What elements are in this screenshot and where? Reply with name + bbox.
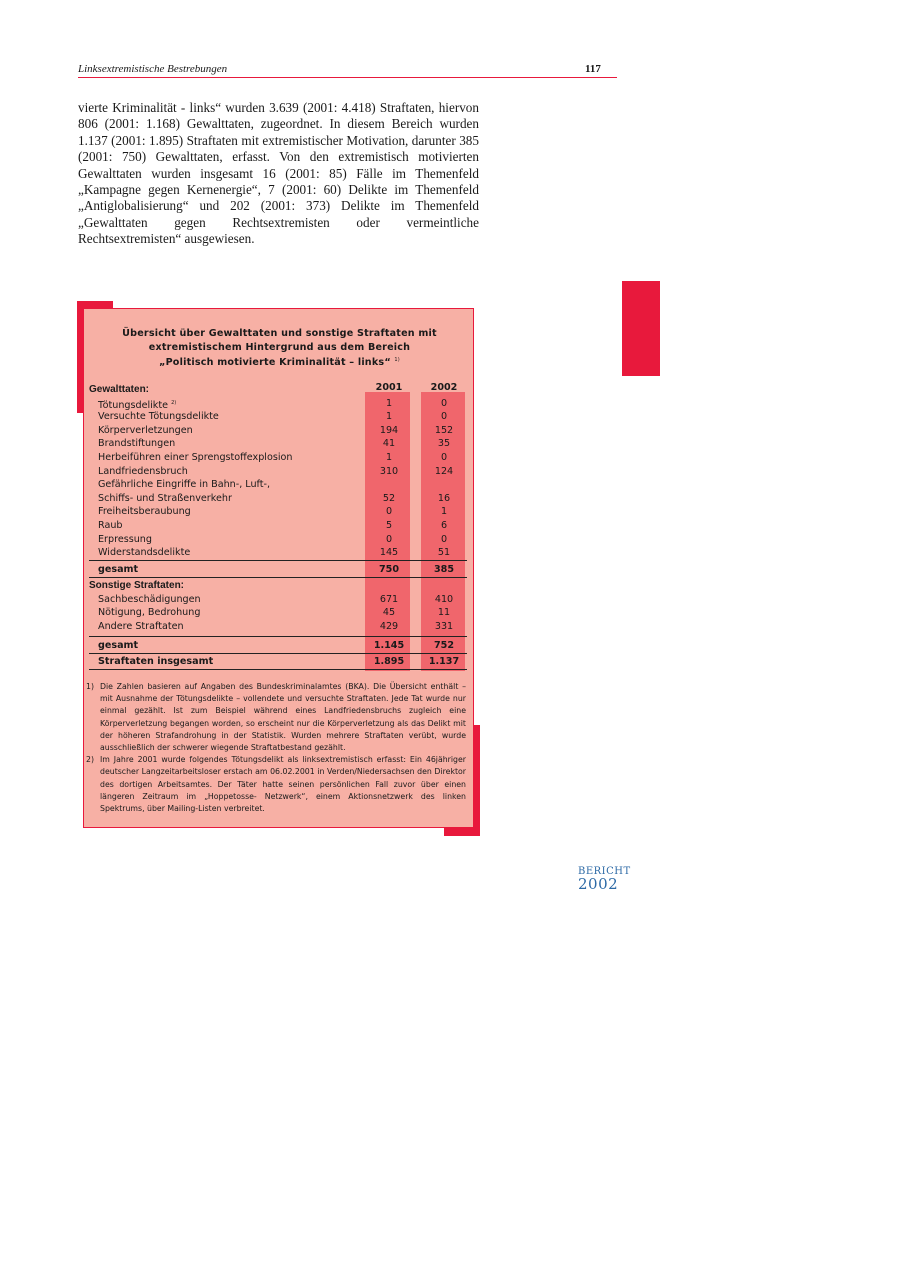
body-paragraph: vierte Kriminalität - links“ wurden 3.639 (2001: 4.418) Straftaten, hiervon 806 (2001: 1.168) Gewalttaten, zugeordnet. In diesem Bereich wurden 1.137 (2001: 1.895) Straftaten mit extremistischer Motivation, darunter 385 (2001: 750) Gewalttaten, erfasst. Von den extremistisch motivierten Gewalttaten wurden insgesamt 16 (2001: 85) Fälle im Themenfeld „Kampagne gegen Kernenergie“, 7 (2001: 60) Delikte im Themenfeld „Antiglobalisierung“ und 202 (2001: 373) Delikte im Themenfeld „Gewalttaten gegen Rechtsextremisten oder vermeintliche Rechtsextremisten“ ausgewiesen.: [78, 100, 479, 247]
table-row: Herbeiführen einer Sprengstoffexplosion 1 0: [98, 451, 448, 463]
table-row-other-total: gesamt 1.145 752: [98, 639, 455, 651]
table-row: Landfriedensbruch 310 124: [98, 465, 454, 477]
bericht-2002-logo: [578, 866, 631, 892]
table-row: Brandstiftungen 41 35: [98, 438, 451, 450]
table-title-line-2: extremistischem Hintergrund aus dem Bereich: [148, 341, 411, 353]
table-row: Schiffs- und Straßenverkehr 52 16: [98, 492, 451, 504]
table-row: Raub 5 6: [98, 519, 448, 531]
table-row: Andere Straftaten 429 331: [98, 620, 454, 632]
right-margin-red-bar: [622, 281, 660, 376]
table-row: Gefährliche Eingriffe in Bahn-, Luft-,: [98, 479, 271, 491]
table-row: Freiheitsberaubung 0 1: [98, 506, 448, 518]
table-row: Körperverletzungen 194 152: [98, 424, 454, 436]
table-row: Erpressung 0 0: [98, 533, 448, 545]
table-title-line-1: Übersicht über Gewalttaten und sonstige Straftaten mit: [122, 328, 437, 339]
table-title-footnote-marker: 1): [394, 357, 400, 363]
table-row: Sachbeschädigungen 671 410: [98, 593, 454, 605]
table-rule: [89, 636, 467, 637]
table-row: Versuchte Tötungsdelikte 1 0: [98, 411, 448, 423]
table-row-grand-total: Straftaten insgesamt 1.895 1.137: [98, 655, 460, 667]
table-footnotes: [86, 681, 466, 815]
logo-word: BERICHT: [578, 866, 631, 877]
page-number: 117: [585, 63, 601, 75]
table-row: Nötigung, Bedrohung 45 11: [98, 607, 451, 619]
header-rule: [78, 77, 617, 78]
footnote-marker: 2): [171, 399, 177, 406]
table-title-line-3: „Politisch motivierte Kriminalität – links“ $^{1)}$: [159, 357, 400, 369]
running-header-title: Linksextremistische Bestrebungen: [78, 63, 228, 75]
column-header-2002: 2002: [430, 382, 458, 393]
table-rule: [89, 560, 467, 561]
table-row: Tötungsdelikte $^{2)}$ 1 0: [98, 397, 448, 411]
column-header-2001: 2001: [375, 382, 403, 393]
logo-year: 2002: [578, 875, 619, 893]
table-row: Widerstandsdelikte 145 51: [98, 547, 451, 559]
section-heading-violent: Gewalttaten:: [89, 384, 150, 395]
footnote: 2) Im Jahre 2001 wurde folgendes Tötungsdelikt als linksextremistisch erfasst: Ein 46jähriger deutscher Langzeitarbeitsloser erstach am 06.02.2001 in Verden/Niedersachsen den Direktor des dortigen Arbeitsamtes. Der Täter hatte seinen persönlichen Fall zuvor über einen längeren Zeitraum im „Hoppetosse- Netzwerk“, einem Aktionsnetzwerk des linken Spektrums, über Mailing-Listen verbreitet.: [86, 755, 466, 814]
section-heading-other: Sonstige Straftaten:: [89, 579, 185, 591]
table-title: [84, 327, 475, 370]
footnote: 1) Die Zahlen basieren auf Angaben des Bundeskriminalamtes (BKA). Die Übersicht enthält – mit Ausnahme der Tötungsdelikte – vollendete und versuchte Straftaten. Jede Tat wurde nur einmal gezählt. Ist zum Beispiel während eines Landfriedensbruchs zugleich eine Körperverletzung begangen worden, so erscheint nur die Körperverletzung als das Delikt mit der höheren Strafandrohung in der Statistik. Wurden mehrere Straftaten verübt, wurde ausschließlich der schwerer wiegende Straftatbestand gezählt.: [86, 682, 466, 753]
table-rule: [89, 669, 467, 670]
statistics-table-box: [83, 308, 474, 828]
table-row-violent-total: gesamt 750 385: [98, 563, 455, 575]
